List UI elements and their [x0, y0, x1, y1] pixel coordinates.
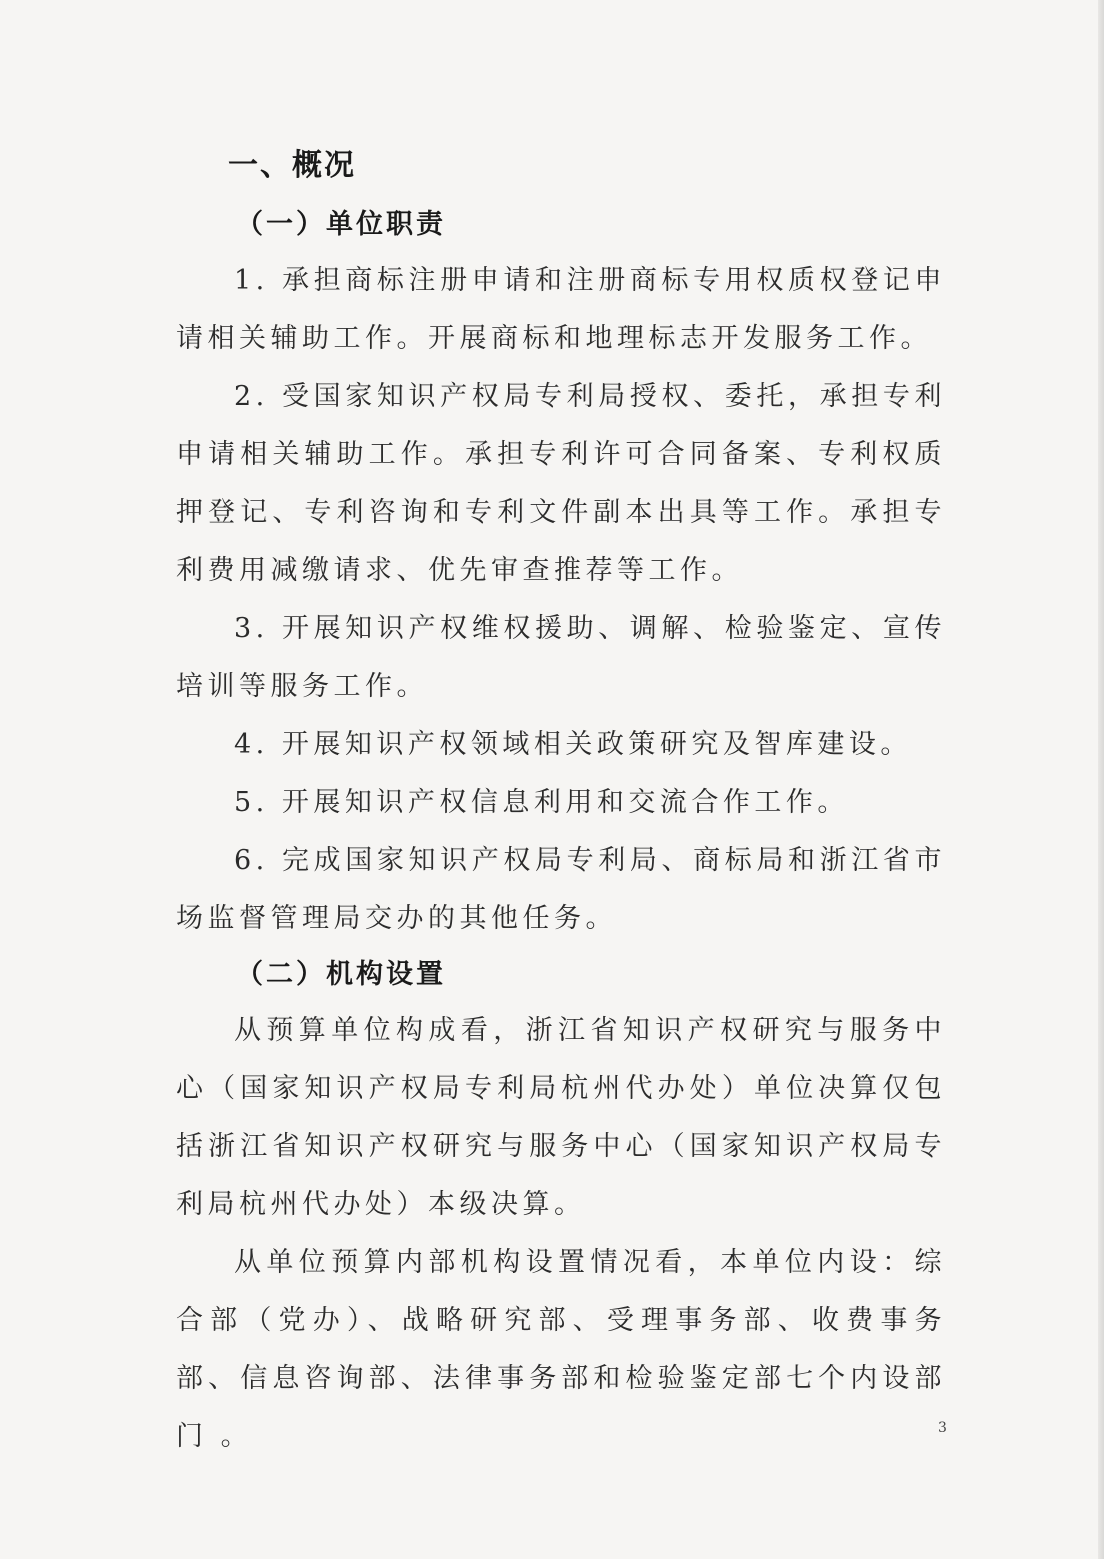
page-content [176, 140, 946, 1466]
section-title: 一、概况 [228, 148, 356, 183]
subsection-title-duties: （一）单位职责 [236, 209, 446, 240]
subsection-title-organization: （二）机构设置 [236, 959, 446, 990]
page-edge-shadow [1098, 0, 1104, 1559]
duty-item-4: 4. 开展知识产权领域相关政策研究及智库建设。 [234, 729, 912, 760]
organization-paragraph-2: 从单位预算内部机构设置情况看，本单位内设：综合部（党办）、战略研究部、受理事务部、收费事务部、信息咨询部、法律事务部和检验鉴定部七个内设部门 。 [176, 1247, 946, 1452]
page-number: 3 [938, 1420, 947, 1436]
organization-paragraph-1: 从预算单位构成看，浙江省知识产权研究与服务中心（国家知识产权局专利局杭州代办处）单位决算仅包括浙江省知识产权研究与服务中心（国家知识产权局专利局杭州代办处）本级决算。 [176, 1015, 946, 1220]
duty-item-3: 3. 开展知识产权维权援助、调解、检验鉴定、宣传培训等服务工作。 [176, 613, 946, 702]
duty-item-6: 6. 完成国家知识产权局专利局、商标局和浙江省市场监督管理局交办的其他任务。 [176, 845, 946, 934]
duty-item-1: 1. 承担商标注册申请和注册商标专用权质权登记申请相关辅助工作。开展商标和地理标志开发服务工作。 [176, 265, 946, 354]
duty-item-5: 5. 开展知识产权信息利用和交流合作工作。 [234, 787, 849, 818]
duty-item-2: 2. 受国家知识产权局专利局授权、委托，承担专利申请相关辅助工作。承担专利许可合同备案、专利权质押登记、专利咨询和专利文件副本出具等工作。承担专利费用减缴请求、优先审查推荐等工作。 [176, 381, 946, 586]
